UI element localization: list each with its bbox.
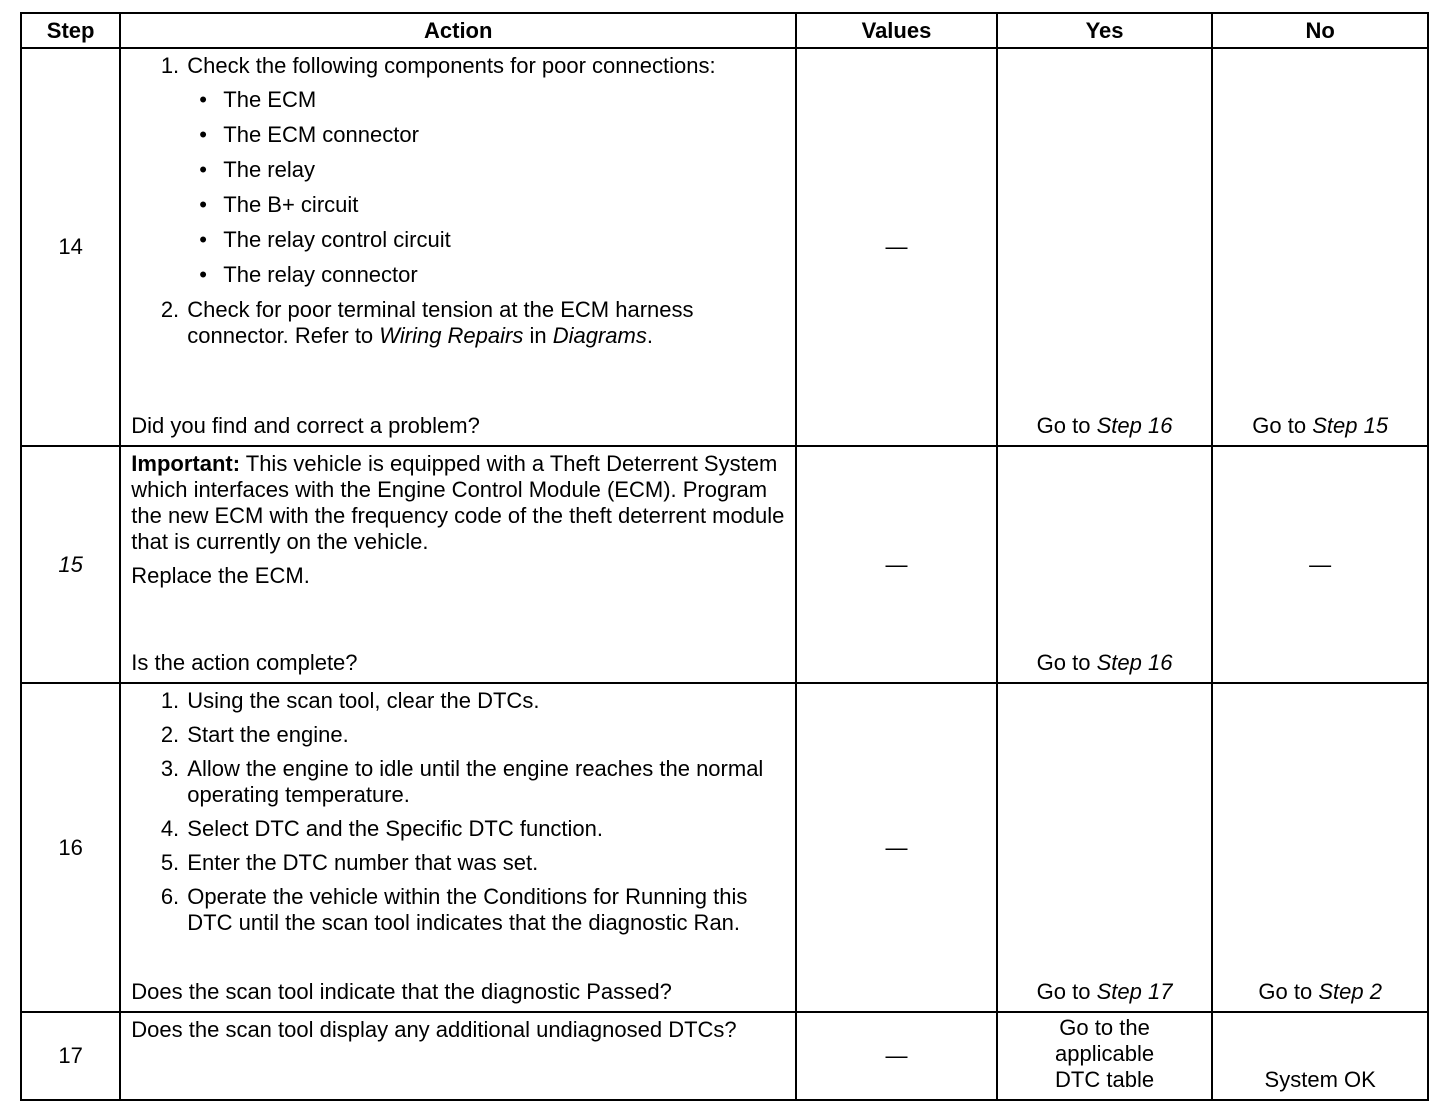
list-item: 1. Using the scan tool, clear the DTCs. [185, 688, 785, 714]
step-link[interactable]: Step 16 [1096, 413, 1173, 438]
goto-text: Go to [1036, 650, 1097, 675]
list-item: 6. Operate the vehicle within the Conditions for Running this DTC until the scan tool indicates that the diagnostic Ran. [185, 884, 785, 936]
goto-text: Go to [1252, 413, 1313, 438]
list-item: 2. Start the engine. [185, 722, 785, 748]
important-note [131, 451, 785, 555]
header-step: Step [21, 13, 120, 48]
step-number: 15 [21, 446, 120, 683]
table-row-step-15 [21, 446, 1428, 683]
table-row-step-16 [21, 683, 1428, 1012]
list-item [185, 297, 785, 349]
list-item: • The relay control circuit [221, 227, 785, 253]
step-link[interactable]: Step 17 [1096, 979, 1173, 1004]
header-row [21, 13, 1428, 48]
table-row-step-14 [21, 48, 1428, 446]
step-number: 14 [21, 48, 120, 446]
values-cell: — [796, 446, 997, 683]
step-link[interactable]: Step 15 [1312, 413, 1389, 438]
action-cell [120, 683, 796, 1012]
action-text: Replace the ECM. [131, 563, 310, 588]
values-cell: — [796, 683, 997, 1012]
question-text: Does the scan tool display any additional undiagnosed DTCs? [131, 1017, 737, 1042]
list-item: • The ECM connector [221, 122, 785, 148]
goto-text: Go to [1258, 979, 1319, 1004]
no-cell: — [1212, 446, 1428, 683]
list-item: • The relay connector [221, 262, 785, 288]
table-row-step-17 [21, 1012, 1428, 1100]
yes-cell [997, 1012, 1213, 1100]
diagnostic-table [20, 12, 1429, 1101]
action-text: Check for poor terminal tension at the ECM harness connector. Refer to [187, 297, 694, 348]
note-text: This vehicle is equipped with a Theft Deterrent System which interfaces with the Engine Control Module (ECM). Program the new ECM with the frequency code of the theft deterrent module that is currently on the vehicle. [131, 451, 785, 554]
action-text: in [523, 323, 553, 348]
list-item: • The relay [221, 157, 785, 183]
header-yes: Yes [997, 13, 1213, 48]
component-list [187, 87, 785, 288]
step-number: 16 [21, 683, 120, 1012]
question-text: Does the scan tool indicate that the diagnostic Passed? [131, 979, 672, 1004]
yes-cell [997, 683, 1213, 1012]
important-label: Important: [131, 451, 241, 476]
action-list [131, 688, 785, 944]
step-link[interactable]: Step 16 [1096, 650, 1173, 675]
header-no: No [1212, 13, 1428, 48]
list-item: 4. Select DTC and the Specific DTC function. [185, 816, 785, 842]
values-cell: — [796, 48, 997, 446]
header-values: Values [796, 13, 997, 48]
list-item: 3. Allow the engine to idle until the engine reaches the normal operating temperature. [185, 756, 785, 808]
header-action: Action [120, 13, 796, 48]
list-item [185, 53, 785, 288]
action-cell [120, 446, 796, 683]
question-text: Is the action complete? [131, 650, 358, 675]
yes-cell [997, 446, 1213, 683]
goto-text[interactable]: DTC table [1055, 1067, 1155, 1092]
reference-link[interactable]: Diagrams [552, 323, 647, 348]
question-text: Did you find and correct a problem? [131, 413, 480, 438]
values-cell: — [796, 1012, 997, 1100]
action-text: . [646, 323, 653, 348]
no-cell [1212, 48, 1428, 446]
step-link[interactable]: Step 2 [1318, 979, 1382, 1004]
goto-text: Go to [1036, 979, 1097, 1004]
goto-text[interactable]: Go to the [1059, 1015, 1150, 1040]
action-cell [120, 48, 796, 446]
list-item: 5. Enter the DTC number that was set. [185, 850, 785, 876]
goto-text: Go to [1036, 413, 1097, 438]
no-cell [1212, 683, 1428, 1012]
list-item: • The B+ circuit [221, 192, 785, 218]
action-text: Check the following components for poor connections: [187, 53, 716, 78]
list-item: • The ECM [221, 87, 785, 113]
goto-text[interactable]: applicable [1055, 1041, 1155, 1066]
reference-link[interactable]: Wiring Repairs [379, 323, 524, 348]
action-list [131, 53, 785, 357]
action-cell [120, 1012, 796, 1100]
no-cell: System OK [1212, 1012, 1428, 1100]
yes-cell [997, 48, 1213, 446]
step-number: 17 [21, 1012, 120, 1100]
